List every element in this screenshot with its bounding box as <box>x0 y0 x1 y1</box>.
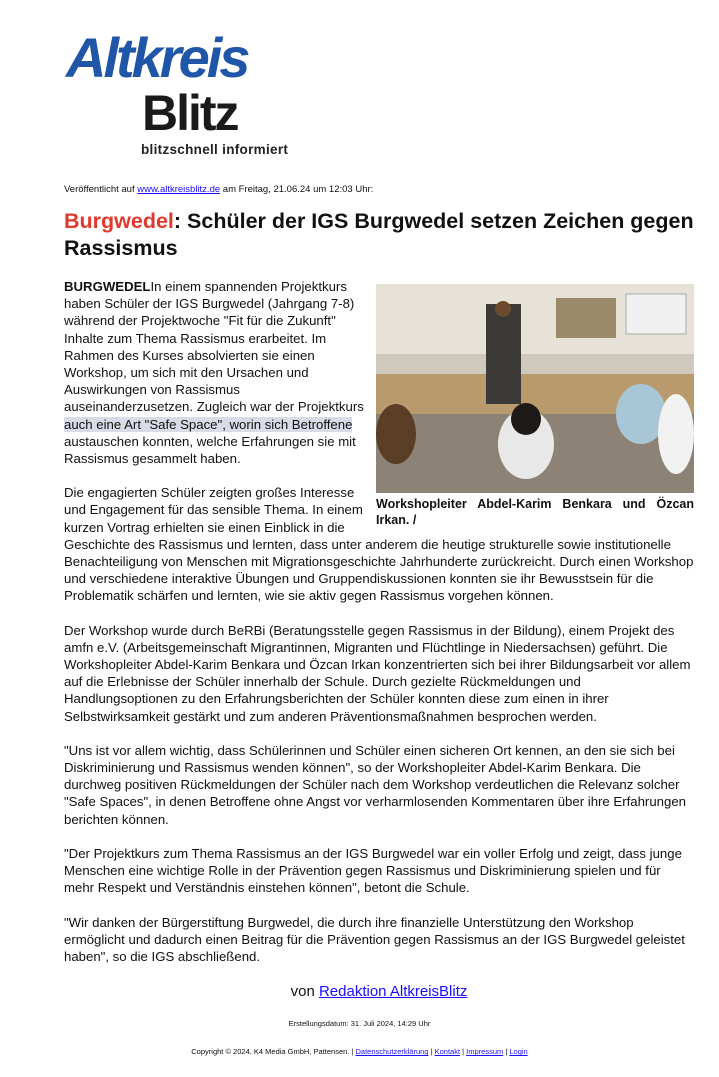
paragraph-5: "Der Projektkurs zum Thema Rassismus an der IGS Burgwedel war ein voller Erfolg und zeigt, dass junge Menschen eine wichtige Rolle in der Prävention gegen Rassismus und Diskriminierung spielen und für mehr Respekt und Verständnis einstehen können", betont die Schule. <box>64 845 682 896</box>
published-suffix: am Freitag, 21.06.24 um 12:03 Uhr: <box>220 184 374 195</box>
p1-text-a: In einem spannenden Projektkurs haben Schüler der IGS Burgwedel (Jahrgang 7-8) während der Projektwoche "Fit für die Zukunft" Inhalte zum Thema Rassismus erarbeitet. Im Rahmen des Kurses absolvierten sie einen Workshop, um sich mit den Ursachen und Auswirkungen von Rassismus auseinanderzusetzen. Zugleich war der Projektkurs <box>64 279 364 415</box>
dateline: BURGWEDEL <box>64 279 151 294</box>
highlighted-text: auch eine Art "Safe Space", worin sich Betroffene <box>64 416 353 432</box>
published-prefix: Veröffentlicht auf <box>64 184 138 195</box>
privacy-link[interactable]: Datenschutzerklärung <box>355 1047 429 1057</box>
article <box>64 208 694 1077</box>
article-figure <box>376 284 694 528</box>
logo-line2: Blitz <box>142 85 238 141</box>
altkreisblitz-logo <box>66 26 366 160</box>
p1-text-b: austauschen konnten, welche Erfahrungen sie mit Rassismus gesammelt haben. <box>64 433 356 467</box>
paragraph-4: "Uns ist vor allem wichtig, dass Schülerinnen und Schüler einen sicheren Ort kennen, an den sie sich bei Diskriminierung und Rassismus wenden können", so der Workshopleiter Abdel-Karim Benkara. Die durchweg positiven Rückmeldungen der Schüler nach dem Workshop verdeutlichen die Relevanz solcher "Safe Spaces", in denen Betroffene ohne Angst vor verharmlosenden Kommentaren über ihre Erfahrungen berichten können. <box>64 742 686 827</box>
creation-date: Erstellungsdatum: 31. Juli 2024, 14:29 Uhr <box>288 1019 431 1029</box>
site-link[interactable]: www.altkreisblitz.de <box>137 184 221 195</box>
title-location: Burgwedel <box>64 209 174 233</box>
login-link[interactable]: Login <box>509 1047 528 1057</box>
logo-tagline: blitzschnell informiert <box>141 142 289 157</box>
workshop-photo <box>376 284 694 493</box>
paragraph-6: "Wir danken der Bürgerstiftung Burgwedel, die durch ihre finanzielle Unterstützung den Workshop ermöglicht und dadurch einen Beitrag für die Prävention gegen Rassismus an der IGS Burgwedel geleistet haben", so die IGS abschließend. <box>64 914 685 964</box>
paragraph-2: Die engagierten Schüler zeigten großes Interesse und Engagement für das sensible Thema. In einem kurzen Vortrag erhielten sie einen Einblick in die Geschichte des Rassismus und lernten, dass unter anderem die heutige strukturelle sowie institutionelle Benachteiligung von Menschen mit Migrationsgeschichte Jahrhunderte zurückreicht. Durch einen Workshop und verschiedene interaktive Übungen und Gruppendiskussionen konnten sie ihr Bewusstsein für die Problematik schärfen und lernten, wie sie aktiv gegen Rassismus vorgehen können. <box>64 485 694 604</box>
logo-line1: Altkreis <box>66 26 248 89</box>
title-rest: : Schüler der IGS Burgwedel setzen Zeichen gegen Rassismus <box>64 209 694 260</box>
copyright: Copyright © 2024, K4 Media GmbH, Pattensen. | <box>191 1047 356 1057</box>
byline-prefix: von <box>290 983 319 1001</box>
footer: Copyright © 2024, K4 Media GmbH, Pattensen. | Datenschutzerklärung | Kontakt | Impressum | Login <box>191 1047 528 1057</box>
imprint-link[interactable]: Impressum <box>466 1047 504 1057</box>
article-title <box>64 208 694 262</box>
contact-link[interactable]: Kontakt <box>434 1047 461 1057</box>
paragraph-3: Der Workshop wurde durch BeRBi (Beratungsstelle gegen Rassismus in der Bildung), einem Projekt des amfn e.V. (Arbeitsgemeinschaft Migrantinnen, Migranten und Flüchtlinge in Niedersachsen) geführt. Die Workshopleiter Abdel-Karim Benkara und Özcan Irkan konzentrierten sich bei ihrer Bildungsarbeit vor allem auf die Erlebnisse der Schüler innerhalb der Schule. Durch gezielte Rückmeldungen und Handlungsoptionen zu den Erfahrungsberichten der Schüler konnten diese zum einen in ihrer Selbstwirksamkeit gestärkt und zum anderen Präventionsmaßnahmen besprochen werden. <box>64 622 691 724</box>
author-link[interactable]: Redaktion AltkreisBlitz <box>318 983 468 1001</box>
photo-caption: Workshopleiter Abdel-Karim Benkara und Özcan Irkan. / <box>376 497 694 527</box>
published-line <box>64 184 373 196</box>
byline <box>64 982 694 1001</box>
